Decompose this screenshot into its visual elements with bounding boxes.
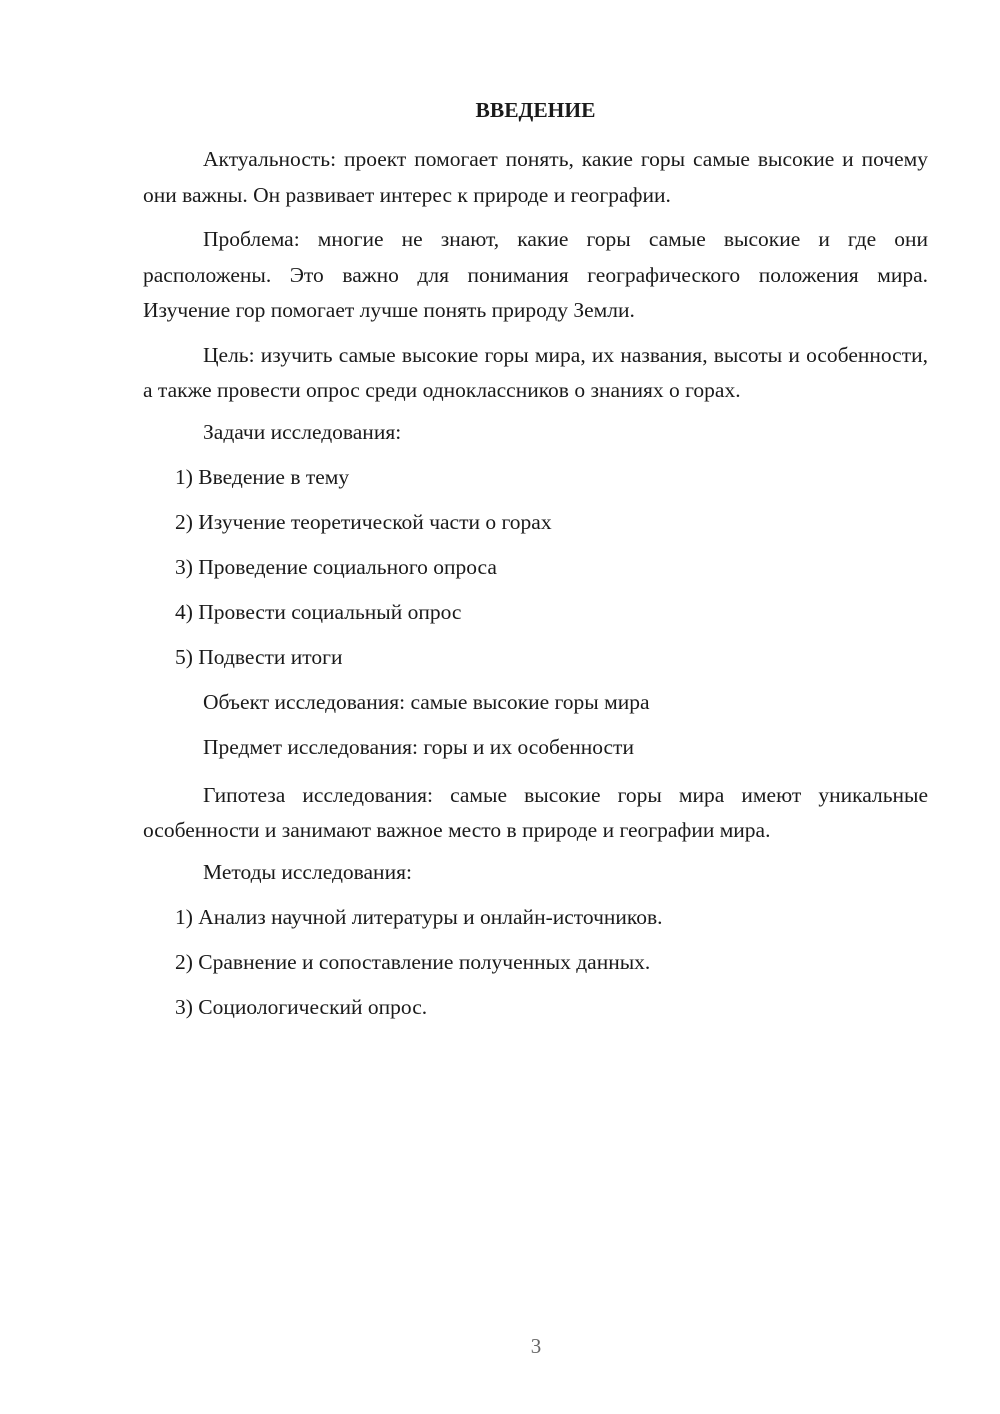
task-item: 1) Введение в тему [175, 464, 350, 489]
problem-paragraph: Проблема: многие не знают, какие горы самые высокие и где они расположены. Это важно для понимания географического положения мира. Изучение гор помогает лучше понять природу Земли. [143, 227, 928, 322]
page-content [143, 96, 928, 1038]
hypothesis-paragraph: Гипотеза исследования: самые высокие горы мира имеют уникальные особенности и занимают важное место в природе и географии мира. [143, 782, 928, 842]
goal-paragraph: Цель: изучить самые высокие горы мира, их названия, высоты и особенности, а также провести опрос среди одноклассников о знаниях о горах. [143, 342, 928, 402]
section-title: ВВЕДЕНИЕ [475, 98, 596, 122]
research-subject: Предмет исследования: горы и их особенности [203, 734, 634, 759]
task-item: 5) Подвести итоги [175, 644, 343, 669]
method-item: 2) Сравнение и сопоставление полученных данных. [175, 949, 651, 974]
method-item: 3) Социологический опрос. [175, 994, 428, 1019]
research-object: Объект исследования: самые высокие горы мира [203, 689, 650, 714]
tasks-heading: Задачи исследования: [203, 419, 402, 444]
methods-heading: Методы исследования: [203, 859, 412, 884]
task-item: 2) Изучение теоретической части о горах [175, 509, 552, 534]
task-item: 3) Проведение социального опроса [175, 554, 497, 579]
method-item: 1) Анализ научной литературы и онлайн-источников. [175, 904, 663, 929]
task-item: 4) Провести социальный опрос [175, 599, 462, 624]
relevance-paragraph: Актуальность: проект помогает понять, какие горы самые высокие и почему они важны. Он развивает интерес к природе и географии. [143, 147, 928, 207]
page-number: 3 [530, 1334, 542, 1358]
